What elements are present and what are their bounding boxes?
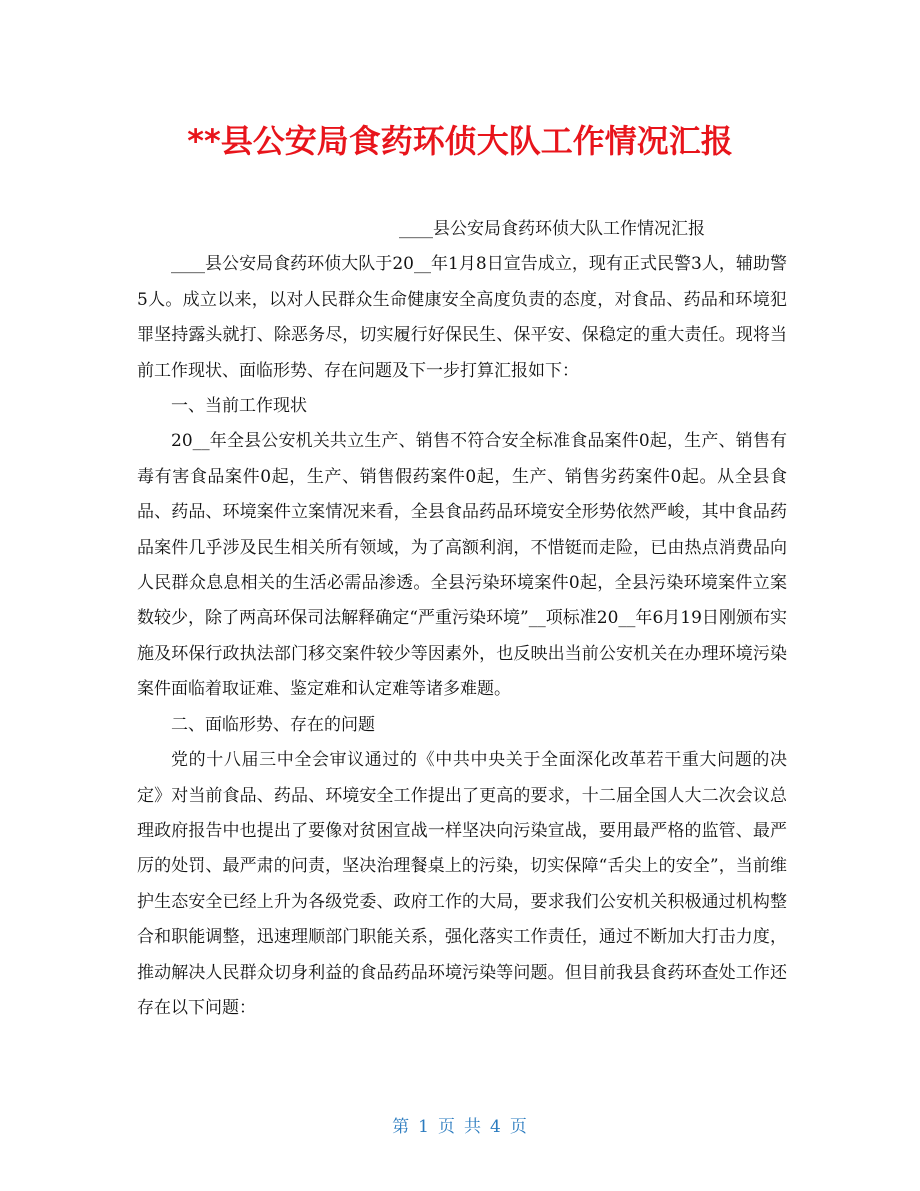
document-title: **县公安局食药环侦大队工作情况汇报 bbox=[187, 122, 733, 160]
document-subtitle: ____县公安局食药环侦大队工作情况汇报 bbox=[399, 219, 705, 239]
paragraph-intro: ____县公安局食药环侦大队于20__年1月8日宣告成立，现有正式民警3人，辅助警5人。成立以来，以对人民群众生命健康安全高度负责的态度，对食品、药品和环境犯罪坚持露头就打、除恶务尽，切实履行好保民生、保平安、保稳定的重大责任。现将当前工作现状、面临形势、存在问题及下一步打算汇报如下： bbox=[137, 254, 787, 381]
footer-label-page: 第 bbox=[392, 1117, 411, 1137]
footer-total-pages: 4 bbox=[490, 1117, 502, 1137]
paragraph-problems: 党的十八届三中全会审议通过的《中共中央关于全面深化改革若干重大问题的决定》对当前食品、药品、环境安全工作提出了更高的要求，十二届全国人大二次会议总理政府报告中也提出了要像对贫困宣战一样坚决向污染宣战，要用最严格的监管、最严厉的处罚、最严肃的问责，坚决治理餐桌上的污染，切实保障“舌尖上的安全”，当前维护生态安全已经上升为各级党委、政府工作的大局，要求我们公安机关积极通过机构整合和职能调整，迅速理顺部门职能关系，强化落实工作责任，通过不断加大打击力度，推动解决人民群众切身利益的食品药品环境污染等问题。但目前我县食药环查处工作还存在以下问题： bbox=[137, 750, 787, 1018]
footer-current-page: 1 bbox=[418, 1117, 430, 1137]
document-body bbox=[137, 212, 787, 1026]
footer-label-unit-2: 页 bbox=[509, 1117, 528, 1137]
footer-label-total: 共 bbox=[464, 1117, 482, 1137]
paragraph-current-status: 20__年全县公安机关共立生产、销售不符合安全标准食品案件0起，生产、销售有毒有害食品案件0起，生产、销售假药案件0起，生产、销售劣药案件0起。从全县食品、药品、环境案件立案情况来看，全县食品药品环境安全形势依然严峻，其中食品药品案件几乎涉及民生相关所有领域，为了高额利润，不惜铤而走险，已由热点消费品向人民群众息息相关的生活必需品渗透。全县污染环境案件0起，全县污染环境案件立案数较少，除了两高环保司法解释确定“严重污染环境”__项标准20__年6月19日刚颁布实施及环保行政执法部门移交案件较少等因素外，也反映出当前公安机关在办理环境污染案件面临着取证难、鉴定难和认定难等诸多难题。 bbox=[137, 431, 787, 700]
section-heading-problems: 二、面临形势、存在的问题 bbox=[171, 714, 375, 735]
page-footer bbox=[0, 1112, 920, 1137]
footer-label-unit: 页 bbox=[438, 1117, 456, 1137]
section-heading-current-status: 一、当前工作现状 bbox=[171, 396, 307, 417]
